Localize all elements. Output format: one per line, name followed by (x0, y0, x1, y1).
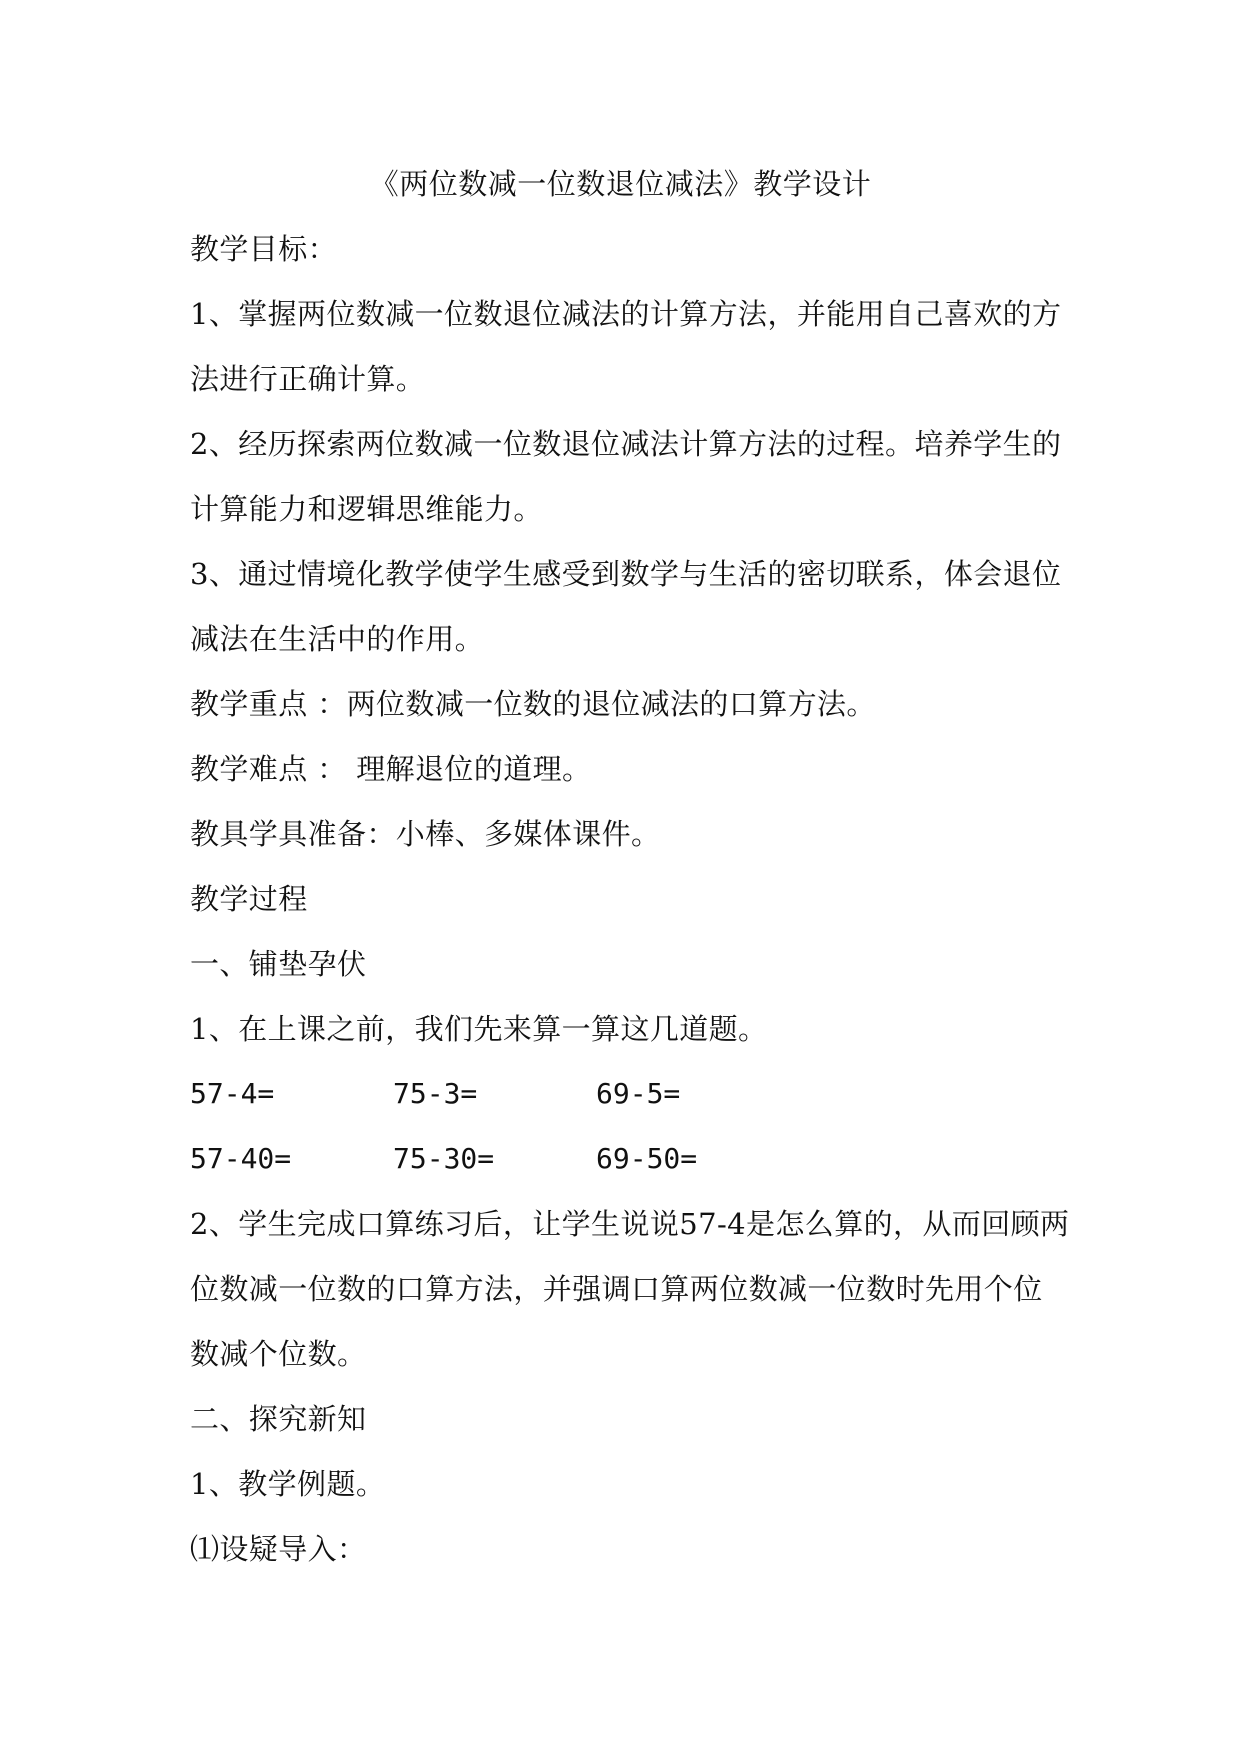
equation-57-4: 57-4= (190, 1077, 275, 1110)
equation-69-50: 69-50= (596, 1142, 698, 1175)
goal-2-line-2: 计算能力和逻辑思维能力。 (190, 492, 543, 526)
lead-in-heading: ⑴设疑导入： (190, 1532, 367, 1566)
heading-teaching-goals: 教学目标： (190, 232, 338, 266)
equation-57-40: 57-40= (190, 1142, 292, 1175)
step-2-line-3: 数减个位数。 (190, 1337, 367, 1371)
heading-teaching-process: 教学过程 (190, 882, 308, 916)
equation-69-5: 69-5= (596, 1077, 681, 1110)
key-point: 教学重点 ：两位数减一位数的退位减法的口算方法。 (190, 687, 876, 721)
goal-1-line-2: 法进行正确计算。 (190, 362, 426, 396)
document-title: 《两位数减一位数退位减法》教学设计 (369, 167, 872, 201)
equation-75-3: 75-3= (393, 1077, 478, 1110)
difficult-point: 教学难点 ： 理解退位的道理。 (190, 752, 592, 786)
goal-2-line-1: 2、经历探索两位数减一位数退位减法计算方法的过程。培养学生的 (190, 427, 1062, 461)
section-two-heading: 二、探究新知 (190, 1402, 367, 1436)
teaching-aids: 教具学具准备：小棒、多媒体课件。 (190, 817, 661, 851)
example-heading: 1、教学例题。 (190, 1467, 386, 1501)
step-2-line-2: 位数减一位数的口算方法，并强调口算两位数减一位数时先用个位 (190, 1272, 1043, 1306)
step-1-intro: 1、在上课之前，我们先来算一算这几道题。 (190, 1012, 768, 1046)
equation-75-30: 75-30= (393, 1142, 495, 1175)
goal-3-line-2: 减法在生活中的作用。 (190, 622, 485, 656)
section-one-heading: 一、铺垫孕伏 (190, 947, 367, 981)
goal-1-line-1: 1、掌握两位数减一位数退位减法的计算方法，并能用自己喜欢的方 (190, 297, 1062, 331)
step-2-line-1: 2、学生完成口算练习后，让学生说说57-4是怎么算的，从而回顾两 (190, 1207, 1070, 1241)
goal-3-line-1: 3、通过情境化教学使学生感受到数学与生活的密切联系，体会退位 (190, 557, 1062, 591)
